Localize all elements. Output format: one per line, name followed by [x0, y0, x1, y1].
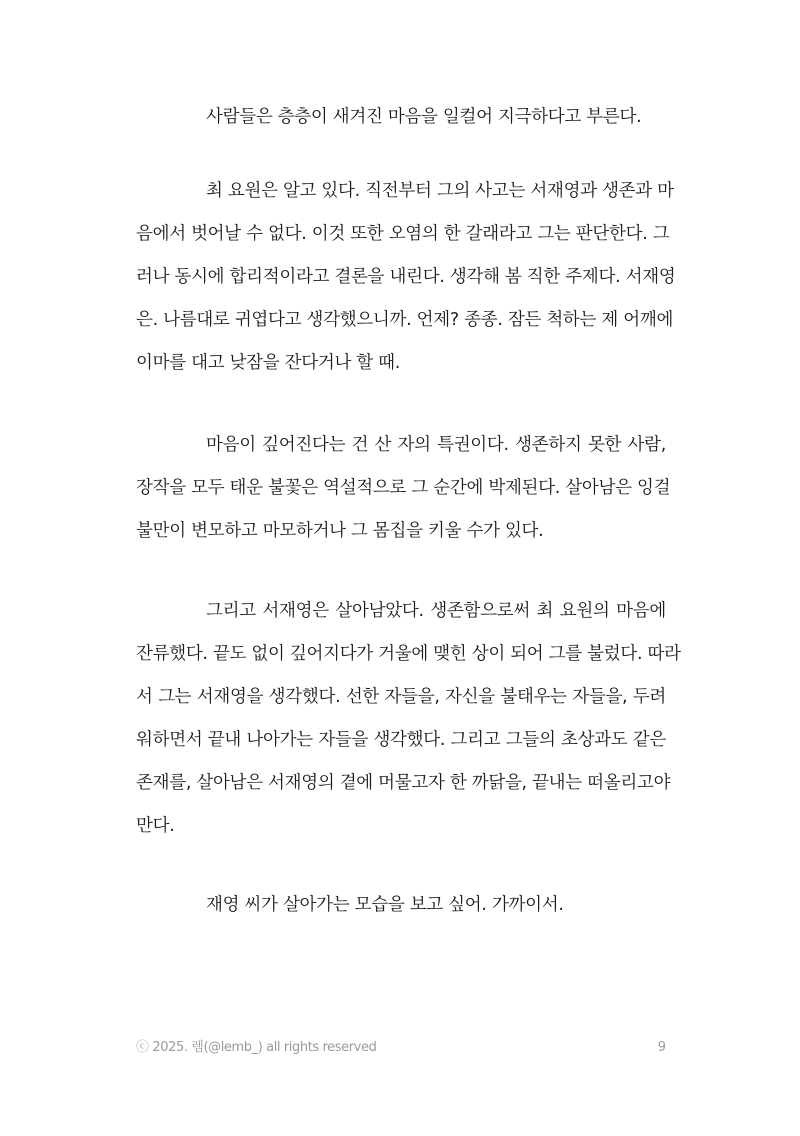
- paragraph-4: [136, 590, 681, 848]
- text-line: 음에서 벗어날 수 없다. 이것 또한 오염의 한 갈래라고 그는 판단한다. 그: [136, 224, 670, 244]
- text-line: 러나 동시에 합리적이라고 결론을 내린다. 생각해 봄 직한 주제다. 서재영: [136, 267, 676, 287]
- copyright-notice: ⓒ 2025. 렘(@lemb_) all rights reserved: [136, 1040, 377, 1055]
- text-line: 불만이 변모하고 마모하거나 그 몸집을 키울 수가 있다.: [136, 521, 544, 541]
- page-footer: [136, 1036, 666, 1060]
- text-line: 존재를, 살아남은 서재영의 곁에 머물고자 한 까닭을, 끝내는 떠올리고야: [136, 773, 671, 793]
- text-line: 이마를 대고 낮잠을 잔다거나 할 때.: [136, 353, 401, 373]
- text-line: 최 요원은 알고 있다. 직전부터 그의 사고는 서재영과 생존과 마: [206, 181, 674, 201]
- text-line: 사람들은 층층이 새겨진 마음을 일컬어 지극하다고 부른다.: [206, 107, 642, 127]
- text-line: 서 그는 서재영을 생각했다. 선한 자들을, 자신을 불태우는 자들을, 두려: [136, 687, 666, 707]
- paragraph-5: [136, 884, 666, 927]
- text-line: 마음이 깊어진다는 건 산 자의 특권이다. 생존하지 못한 사람,: [206, 435, 666, 455]
- text-line: 워하면서 끝내 나아가는 자들을 생각했다. 그리고 그들의 초상과도 같은: [136, 730, 666, 750]
- paragraph-1: [136, 96, 666, 139]
- text-line: 재영 씨가 살아가는 모습을 보고 싶어. 가까이서.: [206, 895, 564, 915]
- text-line: 은. 나름대로 귀엽다고 생각했으니까. 언제? 종종. 잠든 척하는 제 어깨에: [136, 310, 674, 330]
- paragraph-3: [136, 424, 671, 553]
- text-line: 만다.: [136, 816, 175, 836]
- paragraph-2: [136, 170, 676, 385]
- text-line: 장작을 모두 태운 불꽃은 역설적으로 그 순간에 박제된다. 살아남은 잉걸: [136, 478, 671, 498]
- text-line: 잔류했다. 끝도 없이 깊어지다가 거울에 맺힌 상이 되어 그를 불렀다. 따라: [136, 644, 681, 664]
- page-number: 9: [657, 1040, 666, 1055]
- text-line: 그리고 서재영은 살아남았다. 생존함으로써 최 요원의 마음에: [206, 601, 666, 621]
